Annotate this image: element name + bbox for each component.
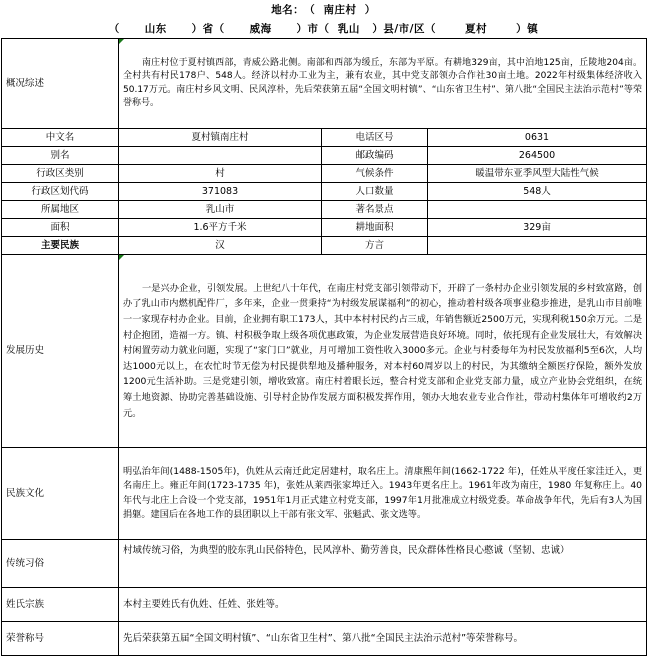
info-value: 548人 xyxy=(428,183,647,201)
info-value: 1.6平方千米 xyxy=(119,219,322,237)
custom-row xyxy=(2,540,647,588)
info-row xyxy=(2,219,647,237)
info-label: 行政区划代码 xyxy=(2,183,119,201)
info-value: 汉 xyxy=(119,237,322,255)
town-value: 夏村 xyxy=(465,22,488,35)
info-value xyxy=(428,201,647,219)
header-line-2: （ 山东 ） 省 （ 威海 ） 市 （ 乳山 ） 县/市/区 （ 夏村 ） 镇 xyxy=(108,22,539,35)
history-row xyxy=(2,255,647,448)
city-value: 威海 xyxy=(249,22,272,35)
clan-label: 姓氏宗族 xyxy=(2,588,119,622)
info-row xyxy=(2,165,647,183)
info-value xyxy=(428,237,647,255)
info-row xyxy=(2,201,647,219)
info-value: 乳山市 xyxy=(119,201,322,219)
village-record-page xyxy=(1,1,646,664)
header-line-1: 地名： （ 南庄村 ） xyxy=(271,4,376,16)
info-label: 方言 xyxy=(322,237,428,255)
info-value: 329亩 xyxy=(428,219,647,237)
culture-row xyxy=(2,448,647,540)
honor-label: 荣誉称号 xyxy=(2,622,119,656)
info-label: 气候条件 xyxy=(322,165,428,183)
info-label: 所属地区 xyxy=(2,201,119,219)
province-value: 山东 xyxy=(144,22,167,35)
place-name-value: 南庄村 xyxy=(323,4,357,16)
culture-text: 明弘治年间(1488-1505年)，仇姓从云南迁此定居建村，取名庄上。清康熙年间(1662-1722 年)，任姓从平度任家洼迁入，更名南庄上。雍正年间(1723-1735 年)，张姓从莱西张家埠迁入。1943年更名庄上。1961年改为南庄，1980 年复称庄上。40年代与北庄上合设一个党支部，1951年1月正式建立村党支部，1997年1月批准成立村级党委。革命战争年代，先后有3人为国捐躯。建国后在各地工作的县团职以上干部有张文军、张魁武、张文选等。 xyxy=(119,448,647,540)
info-value: 264500 xyxy=(428,147,647,165)
info-label: 面积 xyxy=(2,219,119,237)
info-label: 电话区号 xyxy=(322,129,428,147)
info-row xyxy=(2,129,647,147)
info-label: 邮政编码 xyxy=(322,147,428,165)
info-value: 371083 xyxy=(119,183,322,201)
custom-text: 村域传统习俗，为典型的胶东乳山民俗特色，民风淳朴、勤劳善良，民众群体性格艮心憨诚（坚韧、忠诚） xyxy=(119,540,647,588)
honor-row xyxy=(2,622,647,656)
culture-label: 民族文化 xyxy=(2,448,119,540)
clan-text: 本村主要姓氏有仇姓、任姓、张姓等。 xyxy=(119,588,647,622)
overview-row xyxy=(2,39,647,129)
info-row xyxy=(2,183,647,201)
info-label: 人口数量 xyxy=(322,183,428,201)
place-name-label: 地名： xyxy=(271,4,305,16)
info-label: 主要民族 xyxy=(2,237,119,255)
county-value: 乳山 xyxy=(337,22,360,35)
honor-text: 先后荣获第五届“全国文明村镇”、“山东省卫生村”、第八批“全国民主法治示范村”等荣誉称号。 xyxy=(119,622,647,656)
info-value: 暖温带东亚季风型大陆性气候 xyxy=(428,165,647,183)
info-value xyxy=(119,147,322,165)
info-label: 中文名 xyxy=(2,129,119,147)
history-label: 发展历史 xyxy=(2,255,119,448)
overview-text: 南庄村位于夏村镇西部，青威公路北侧。南部和西部为缓丘，东部为平原。有耕地329亩，其中泊地125亩，丘陵地204亩。全村共有村民178户、548人。经济以村办工业为主，兼有农业，其中党支部领办合作社30亩土地。2022年村级集体经济收入50.17万元。南庄村乡风文明、民风淳朴，先后荣获第五届“全国文明村镇”、“山东省卫生村”、第八批“全国民主法治示范村”等荣誉称号。 xyxy=(119,39,647,129)
info-row xyxy=(2,237,647,255)
custom-label: 传统习俗 xyxy=(2,540,119,588)
info-value: 夏村镇南庄村 xyxy=(119,129,322,147)
info-label: 耕地面积 xyxy=(322,219,428,237)
info-label: 著名景点 xyxy=(322,201,428,219)
info-label: 别名 xyxy=(2,147,119,165)
info-label: 行政区类别 xyxy=(2,165,119,183)
history-text: 一是兴办企业，引领发展。上世纪八十年代，在南庄村党支部引领带动下，开辟了一条村办企业引领发展的乡村致富路，创办了乳山市内燃机配件厂，多年来，企业一贯秉持“为村级发展谋福利”的初心，推动着村级各项事业稳步推进，是乳山市目前唯一一家现存村办企业。目前，企业拥有职工173人，其中本村村民约占三成，年销售额近2500万元，实现利税150余万元。二是村企抱团，造福一方。镇、村积极争取上级各项优惠政策，为企业发展营造良好环境。同时，依托现有企业发展壮大，有效解决村闲置劳动力就业问题，实现了“家门口”就业，月可增加工资性收入3000多元。企业与村委每年为村民发放福利5至6次，人均达1000元以上，在农忙时节无偿为村民提供犁地及播种服务，对本村60周岁以上的村民，为其缴纳全额医疗保险，额外发放1200元生活补助。三是党建引领，增收致富。南庄村着眼长远，整合村党支部和企业党支部力量，成立产业协会党组织，在统筹土地资源、协助完善基础设施、引导村企协作发展方面积极发挥作用，领办大地农业专业合作社，带动村集体年可增收约2万元。 xyxy=(119,255,647,448)
info-table xyxy=(1,38,647,656)
info-value: 0631 xyxy=(428,129,647,147)
clan-row xyxy=(2,588,647,622)
overview-label: 概况综述 xyxy=(2,39,119,129)
info-value: 村 xyxy=(119,165,322,183)
info-row xyxy=(2,147,647,165)
